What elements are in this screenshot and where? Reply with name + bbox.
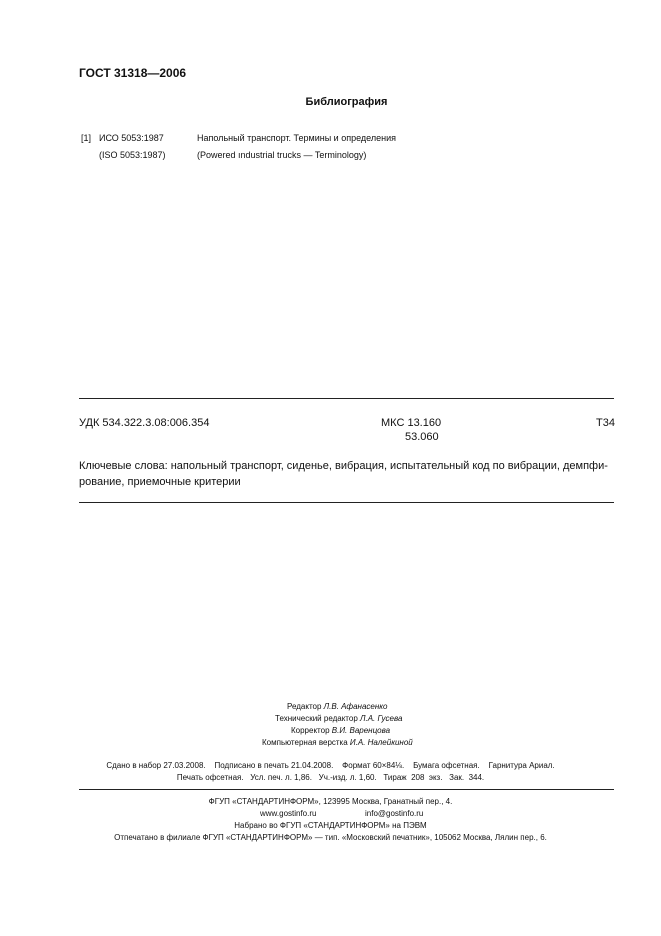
tech-editor-line xyxy=(275,714,402,723)
typeset-note: Набрано во ФГУП «СТАНДАРТИНФОРМ» на ПЭВМ xyxy=(234,821,427,830)
corrector-label: Корректор xyxy=(291,726,330,735)
corrector-line xyxy=(291,726,390,735)
editor-label: Редактор xyxy=(287,702,322,711)
print-details-2: Печать офсетная. Усл. печ. л. 1,86. Уч.-изд. л. 1,60. Тираж 208 экз. Зак. 344. xyxy=(176,773,485,782)
layout-name: И.А. Налейкиной xyxy=(349,738,413,747)
divider-bottom xyxy=(79,789,614,790)
publisher-email: info@gostinfo.ru xyxy=(365,809,424,818)
mks-code-2: 53.060 xyxy=(405,431,439,443)
mks-code-1: МКС 13.160 xyxy=(381,417,442,429)
tech-editor-name: Л.А. Гусева xyxy=(360,714,403,723)
printing-note: Отпечатано в филиале ФГУП «СТАНДАРТИНФОРМ» — тип. «Московский печатник», 105062 Москва, Лялин пер., 6. xyxy=(114,833,547,842)
entry-title: Напольный транспорт. Термины и определения xyxy=(197,133,396,143)
divider-middle xyxy=(79,502,614,503)
entry-code-original: (ISO 5053:1987) xyxy=(99,150,166,160)
udc-code: УДК 534.322.3.08:006.354 xyxy=(79,417,210,429)
group-code: Т34 xyxy=(596,417,615,429)
print-details-1: Сдано в набор 27.03.2008. Подписано в печать 21.04.2008. Формат 60×84⅛. Бумага офсетная. Гарнитура Ариал. xyxy=(106,761,555,770)
publisher-address: ФГУП «СТАНДАРТИНФОРМ», 123995 Москва, Гранатный пер., 4. xyxy=(208,797,453,806)
tech-editor-label: Технический редактор xyxy=(275,714,358,723)
standard-number: ГОСТ 31318—2006 xyxy=(79,66,187,80)
publisher-website: www.gostinfo.ru xyxy=(260,809,317,818)
entry-code: ИСО 5053:1987 xyxy=(99,133,164,143)
entry-number: [1] xyxy=(81,133,92,143)
keywords: Ключевые слова: напольный транспорт, сиденье, вибрация, испытательный код по вибрации, демпфи-рование, приемочные критерии xyxy=(79,460,608,488)
bibliography-title: Библиография xyxy=(305,96,388,108)
corrector-name: В.И. Варенцова xyxy=(331,726,391,735)
layout-label: Компьютерная верстка xyxy=(262,738,348,747)
divider-top xyxy=(79,398,614,399)
editor-name: Л.В. Афанасенко xyxy=(323,702,388,711)
entry-title-original: (Powered ındustrial trucks — Terminology) xyxy=(197,150,367,160)
editor-line xyxy=(287,702,387,711)
layout-line xyxy=(262,738,413,747)
